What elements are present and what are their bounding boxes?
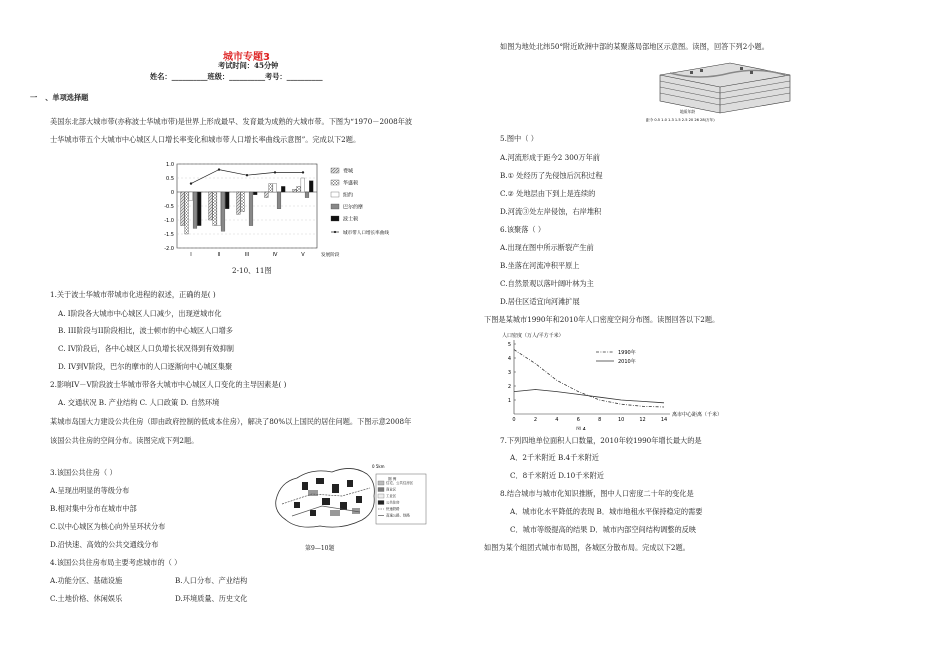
line-point [218,168,220,170]
x-tick-label: 10 [617,417,625,423]
legend-swatch [331,192,339,197]
q7-options-ab[interactable]: A．2千米附近 B.4千米附近 [510,453,599,462]
map-legend-label: 工业区 [386,494,397,498]
bar [265,192,269,198]
x-tick-label: II [217,252,221,258]
bar [185,192,189,234]
y-tick-label: -2.0 [164,246,174,252]
question-5: 5.图中（ ） [500,134,538,143]
map-legend-swatch [378,494,384,498]
y-tick-label: -1.5 [164,232,174,238]
class-label: 班级： [207,72,230,81]
x-tick-label: 4 [555,417,559,423]
right-intro-2: 下图是某城市1990年和2010年人口密度空间分布图。读图回答以下2题。 [484,315,720,324]
bar [273,184,277,192]
geology-block-diagram [640,55,800,125]
map-legend-label: 快速铁路 [386,507,400,511]
q1-option-b[interactable]: B. III阶段与II阶段相比，波士顿市的中心城区人口增多 [58,326,233,335]
y-tick-label: 0 [170,190,174,196]
bar [249,192,253,226]
chart-caption: 2-10、11图 [232,266,272,275]
y-tick-label: 5 [507,342,511,348]
bar [253,192,257,195]
section-heading [30,93,88,102]
map-legend-swatch [378,481,384,485]
x-tick-label: 14 [660,417,668,423]
q6-option-d[interactable]: D.居住区适宜向河滩扩展 [500,297,580,306]
bar [301,178,305,192]
public-housing-map [272,460,432,540]
bar [293,189,297,192]
bar [221,192,225,231]
question-2: 2.影响IV－V阶段波士华城市带各大城市中心城区人口变化的主导因素是( ) [50,380,287,389]
population-growth-line [191,170,303,184]
y-tick-label: 0.5 [166,176,174,182]
density-y-label: 人口密度（万人/平方千米） [502,333,564,339]
map-caption: 第9—10题 [305,545,335,552]
q4-option-c[interactable]: C.土地价格、休闲娱乐 [50,594,123,603]
housing-block [302,482,308,490]
line-point [246,174,248,176]
x-tick-label: III [244,252,250,258]
bar [193,192,197,228]
name-label: 姓名： [150,72,172,81]
density-chart-svg [500,330,720,430]
map-legend-swatch [378,501,384,505]
q5-option-c[interactable]: C.② 处地层由下到上是连续的 [500,189,596,198]
exam-time: 考试时间：45分钟 [218,61,279,70]
intro-text-3: 某城市岛国大力建设公共住房（即由政府控制的低成本住房），解决了80%以上国民的居住问题。下图示意2008年 [50,417,412,426]
growth-rate-chart [155,150,425,280]
intro-text-1: 美国东北部大城市带(亦称波士华城市带)是世界上形成最早、发育最为成熟的大城市带。下图为“1970－2008年波 [50,117,413,126]
q8-options-cd[interactable]: C．城市等级提高的结果 D．城市内部空间结构调整的反映 [510,525,697,534]
y-tick-label: -0.5 [164,204,174,210]
legend-label: 华盛顿 [343,180,359,187]
bar [297,186,301,192]
q6-option-b[interactable]: B.坐落在河流冲积平原上 [500,261,580,270]
density-legend-label: 1990年 [618,350,636,356]
bar [269,184,273,192]
q4-option-b[interactable]: B.人口分布、产业结构 [175,576,248,585]
q4-option-d[interactable]: D.环境质量、历史文化 [175,594,248,603]
q3-option-b[interactable]: B.相对集中分布在城市中部 [50,504,137,513]
class-blank[interactable]: __________ [229,72,266,81]
question-7: 7.下列四地单位面积人口数量，2010年较1990年增长最大的是 [500,436,702,445]
density-line-0 [514,350,664,407]
housing-block [316,478,324,484]
bar [281,186,285,192]
student-info [150,72,323,81]
map-scale: 0 5km [372,464,385,469]
housing-block [322,498,330,505]
map-legend-title: 图 例 [388,477,397,481]
right-intro-1: 如图为地处北纬50°附近欧洲中部的某聚落局部地区示意图。读图，回答下列2小题。 [500,42,769,51]
y-tick-label: -1.0 [164,218,174,224]
q7-options-cd[interactable]: C．8千米附近 D.10千米附近 [510,471,604,480]
q1-option-c[interactable]: C. IV阶段后，各中心城区人口负增长状况得到有效抑制 [58,344,234,353]
bar [241,192,245,212]
housing-block [356,496,362,503]
bar [277,192,281,209]
x-tick-label: 6 [576,417,580,423]
q1-option-d[interactable]: D. IV到V阶段，巴尔的摩市的人口逐渐向中心城区集聚 [58,362,233,371]
line-point [274,171,276,173]
bar [181,192,185,226]
block-label: 地质年龄 [680,109,696,114]
intro-text-4: 该国公共住房的空间分布。读图完成下列2题。 [50,436,199,445]
public-housing-map-svg [272,460,432,540]
x-tick-label: 2 [533,417,538,423]
q4-option-a[interactable]: A.功能分区、基础设施 [50,576,123,585]
x-tick-label: 0 [512,417,516,423]
density-line-1 [514,390,664,403]
x-tick-label: 8 [598,417,602,423]
geology-block-diagram-svg [640,55,800,125]
q2-options[interactable]: A. 交通状况 B. 产业结构 C. 人口政策 D. 自然环境 [58,398,220,407]
legend-label: 纽约 [343,192,354,199]
block-scale: 距今 0.5 1.0 1.3 1.5 2.5 20 26 28(万年) [646,118,715,122]
growth-rate-chart-svg [155,150,425,280]
legend-swatch [331,180,339,185]
section-label: 、单项选择题 [45,93,89,102]
x-tick-label: I [190,252,192,258]
bar [213,192,217,226]
section-number: 一 [30,93,38,102]
line-point [302,171,304,173]
x-tick-label: 12 [639,417,646,423]
q5-option-d[interactable]: D.河流③处左岸侵蚀，右岸堆积 [500,207,602,216]
q8-options-ab[interactable]: A．城市化水平降低的表现 B．城市地租水平保持稳定的需要 [510,507,703,516]
line-point [190,182,192,184]
legend-label: 费城 [343,168,354,175]
legend-swatch [331,204,339,209]
number-blank[interactable]: __________ [286,72,323,81]
right-intro-3: 如图为某个组团式城市布局图，各城区分散布局。完成以下2题。 [484,543,690,552]
density-legend-label: 2010年 [618,359,636,365]
density-chart [500,330,720,430]
q6-option-a[interactable]: A.出现在图中所示断裂产生前 [500,243,594,252]
bar [225,192,229,209]
question-8: 8.结合城市与城市化知识推断，图中人口密度二十年的变化是 [500,489,694,498]
intro-text-2: 士华城市带五个大城市中心城区人口增长率变化和城市带人口增长率曲线示意图”。完成以下2题。 [50,135,361,144]
name-blank[interactable]: __________ [171,72,208,81]
legend-label: 巴尔的摩 [343,204,364,211]
question-4: 4.该国公共住房布局主要考虑城市的（ ） [50,558,182,567]
x-tick-label: V [301,252,305,258]
y-tick-label: 2 [507,384,511,390]
map-legend-swatch [378,488,384,492]
x-tick-label: IV [272,252,278,258]
y-tick-label: 4 [507,356,511,362]
map-legend-label: 公共住房 [386,500,400,505]
q3-option-c[interactable]: C.以中心城区为核心向外呈环状分布 [50,522,166,531]
legend-swatch [331,168,339,173]
number-label: 考号： [265,72,287,81]
q5-option-a[interactable]: A.河流形成于距今2 300万年前 [500,153,600,162]
x-axis-label: 发展阶段 [321,253,340,258]
legend-label: 城市带人口增长率曲线 [343,231,389,236]
bar [309,181,313,192]
y-tick-label: 1.0 [166,162,174,168]
question-6: 6.该聚落（ ） [500,225,546,234]
q3-option-d[interactable]: D.沿快速、高效的公共交通线分布 [50,540,159,549]
q1-option-a[interactable]: A. I阶段各大城市中心城区人口减少，出现逆城市化 [58,309,222,318]
density-caption: 图 4 [576,427,586,430]
question-3: 3.该国公共住房（ ） [50,468,117,477]
housing-block [294,502,300,508]
bar [237,192,241,214]
map-legend-label: 高速公路、铁路 [386,513,410,518]
q6-option-c[interactable]: C.自然景观以落叶阔叶林为主 [500,279,594,288]
housing-block [347,480,353,487]
housing-block [310,510,316,516]
housing-block [332,484,339,493]
map-legend-label: 商业区 [386,487,397,492]
y-tick-label: 1 [507,398,511,404]
bar [305,192,309,198]
bar [217,192,221,226]
y-tick-label: 3 [507,370,511,376]
map-legend-label: 住宅、公共住房区 [386,481,414,485]
density-x-label: 离市中心距离（千米） [672,412,720,418]
bar [209,192,213,220]
legend-label: 波士顿 [343,216,359,223]
question-1: 1.关于波士华城市带城市化进程的叙述，正确的是( ) [50,290,216,299]
legend-line-marker [334,231,336,233]
legend-swatch [331,216,339,221]
q5-option-b[interactable]: B.① 处经历了先侵蚀后沉积过程 [500,171,603,180]
page-title: 城市专题3 [223,52,270,63]
q3-option-a[interactable]: A.呈现出明显的等级分布 [50,486,130,495]
bar [189,192,193,200]
bar [197,192,201,226]
